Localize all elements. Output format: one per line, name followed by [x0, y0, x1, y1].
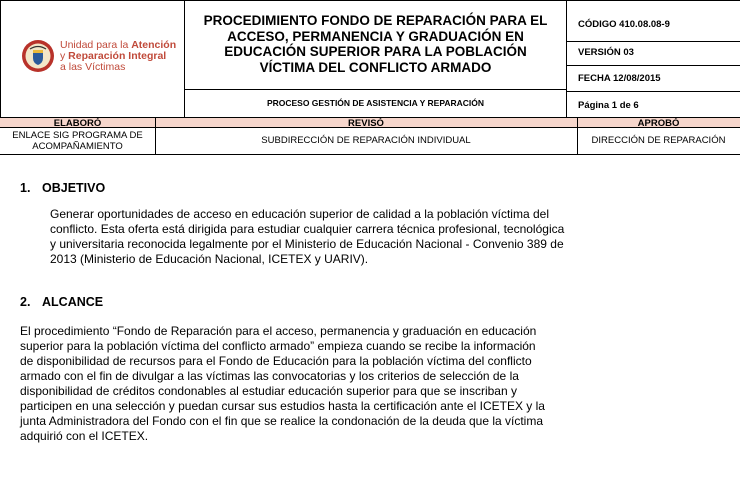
document-date: FECHA 12/08/2015 [578, 73, 661, 84]
document-header [0, 0, 740, 118]
elaboro-header: ELABORÓ [53, 118, 102, 128]
document-version: VERSIÓN 03 [578, 47, 634, 58]
section-objetivo-text: Generar oportunidades de acceso en educación superior de calidad a la población víctima del conflicto. Esta oferta está dirigida para estudiar cualquier carrera técnica profesional, tecnológica y universitaria reconocida legalmente por el Ministerio de Educación Nacional - Convenio 389 de 2013 (Ministerio de Educación Nacional, ICETEX y UARIV). [50, 207, 565, 266]
reviso-header: REVISÓ [348, 118, 384, 128]
process-name: PROCESO GESTIÓN DE ASISTENCIA Y REPARACIÓN [266, 98, 485, 108]
section-alcance-text: El procedimiento “Fondo de Reparación para el acceso, permanencia y graduación en educación superior para la población víctima del conflicto armado” empieza cuando se recibe la información de disponibilidad de recursos para el Fondo de Educación para la población víctima del conflicto armado con el fin de divulgar a las víctimas las convocatorias y los criterios de selección de la disponibilidad de créditos condonables al estudiar educación superior para que se inscriban y participen en una selección y puedan cursar sus estudios hasta la certificación ante el ICETEX y la junta Administradora del Fondo con el fin que se realice la condonación de la deuda que la víctima adquirió con el ICETEX. [20, 324, 545, 443]
reviso-value: SUBDIRECCIÓN DE REPARACIÓN INDIVIDUAL [261, 135, 471, 147]
document-title: PROCEDIMIENTO FONDO DE REPARACIÓN PARA EL ACCESO, PERMANENCIA Y GRADUACIÓN EN EDUCACIÓN SUPERIOR PARA LA POBLACIÓN VÍCTIMA DEL CONFLICTO ARMADO [203, 13, 548, 75]
elaboro-value: ENLACE SIG PROGRAMA DE ACOMPAÑAMIENTO [12, 130, 143, 152]
section-alcance-heading: 2. ALCANCE [20, 295, 104, 309]
aprobo-header: APROBÓ [637, 118, 680, 128]
approvals-table [0, 118, 740, 155]
coat-of-arms-seal [21, 39, 55, 73]
aprobo-value: DIRECCIÓN DE REPARACIÓN [591, 135, 726, 147]
process-cell [184, 89, 567, 118]
document-code: CÓDIGO 410.08.08-9 [578, 19, 670, 30]
section-objetivo-heading: 1. OBJETIVO [20, 181, 106, 195]
title-cell [184, 0, 567, 90]
page-number: Página 1 de 6 [578, 100, 639, 111]
logo-cell [0, 0, 185, 118]
unidad-victimas-logo: Unidad para la Atención y Reparación Integral a las Víctimas [21, 39, 176, 73]
document-meta-cell [566, 0, 740, 118]
